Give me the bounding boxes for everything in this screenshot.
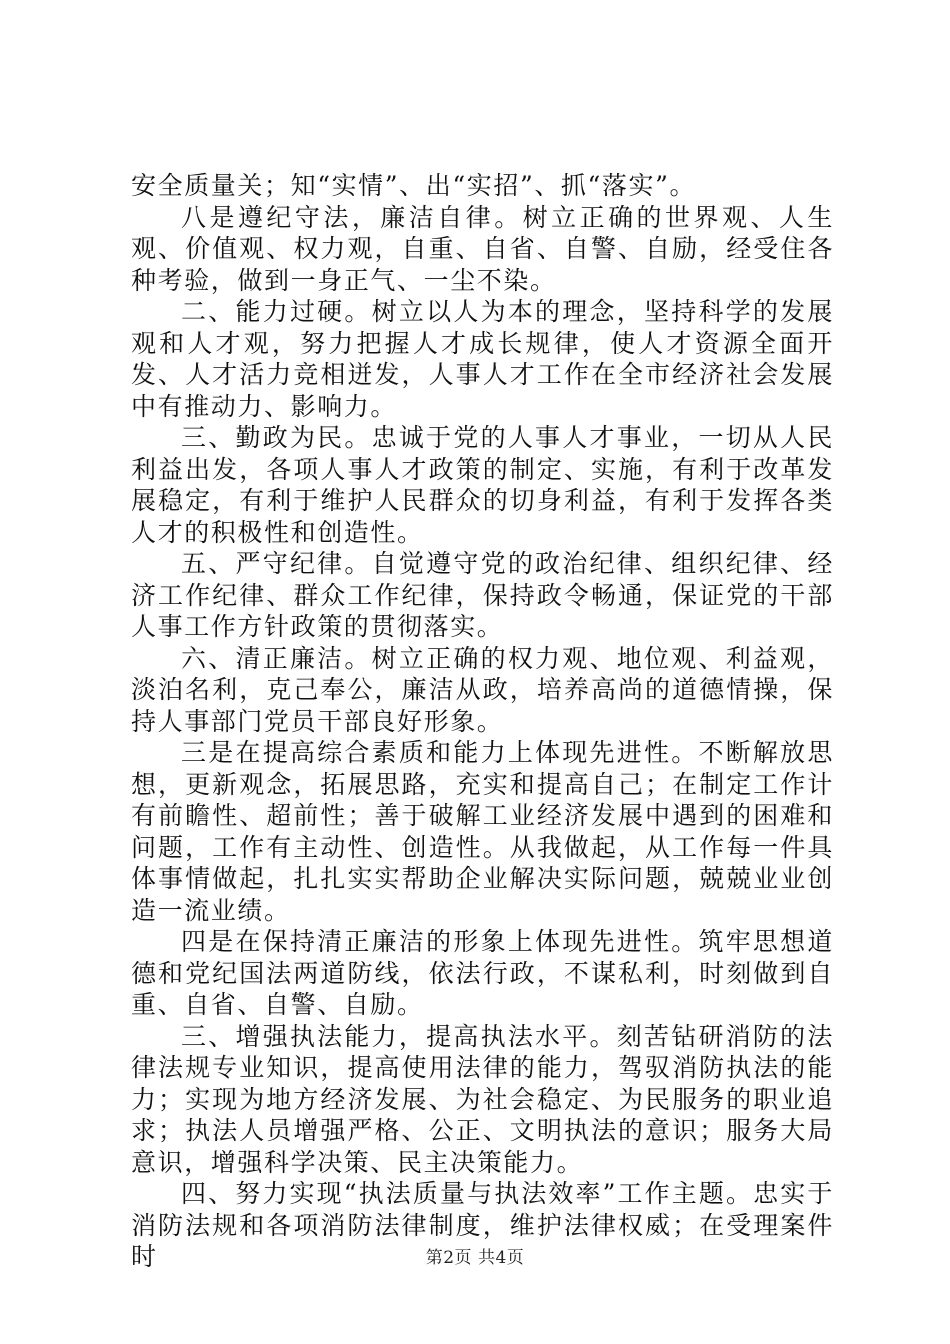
paragraph: 四、努力实现“执法质量与执法效率”工作主题。忠实于消防法规和各项消防法律制度，维护法律权威；在受理案件时 bbox=[131, 1179, 834, 1271]
paragraph: 五、严守纪律。自觉遵守党的政治纪律、组织纪律、经济工作纪律、群众工作纪律，保持政令畅通，保证党的干部人事工作方针政策的贯彻落实。 bbox=[131, 549, 834, 641]
paragraph: 三是在提高综合素质和能力上体现先进性。不断解放思想，更新观念，拓展思路，充实和提高自己；在制定工作计有前瞻性、超前性；善于破解工业经济发展中遇到的困难和问题，工作有主动性、创造性。从我做起，从工作每一件具体事情做起，扎扎实实帮助企业解决实际问题，兢兢业业创造一流业绩。 bbox=[131, 738, 834, 925]
paragraph: 安全质量关；知“实情”、出“实招”、抓“落实”。 bbox=[131, 171, 697, 200]
paragraph: 二、能力过硬。树立以人为本的理念，坚持科学的发展观和人才观，努力把握人才成长规律，使人才资源全面开发、人才活力竞相迸发，人事人才工作在全市经济社会发展中有推动力、影响力。 bbox=[131, 297, 834, 421]
paragraph: 四是在保持清正廉洁的形象上体现先进性。筑牢思想道德和党纪国法两道防线，依法行政，不谋私利，时刻做到自重、自省、自警、自励。 bbox=[131, 927, 834, 1019]
paragraph: 六、清正廉洁。树立正确的权力观、地位观、利益观，淡泊名利，克己奉公，廉洁从政，培养高尚的道德情操，保持人事部门党员干部良好形象。 bbox=[131, 643, 834, 736]
paragraph: 三、增强执法能力，提高执法水平。刻苦钻研消防的法律法规专业知识，提高使用法律的能力，驾驭消防执法的能力；实现为地方经济发展、为社会稳定、为民服务的职业追求；执法人员增强严格、公正、文明执法的意识；服务大局意识，增强科学决策、民主决策能力。 bbox=[131, 1021, 834, 1177]
document-body bbox=[131, 170, 834, 1273]
page-number-footer: 第2页 共4页 bbox=[425, 1248, 525, 1268]
paragraph: 三、勤政为民。忠诚于党的人事人才事业，一切从人民利益出发，各项人事人才政策的制定、实施，有利于改革发展稳定，有利于维护人民群众的切身利益，有利于发挥各类人才的积极性和创造性。 bbox=[131, 423, 834, 547]
paragraph: 八是遵纪守法，廉洁自律。树立正确的世界观、人生观、价值观、权力观，自重、自省、自警、自励，经受住各种考验，做到一身正气、一尘不染。 bbox=[131, 202, 834, 295]
